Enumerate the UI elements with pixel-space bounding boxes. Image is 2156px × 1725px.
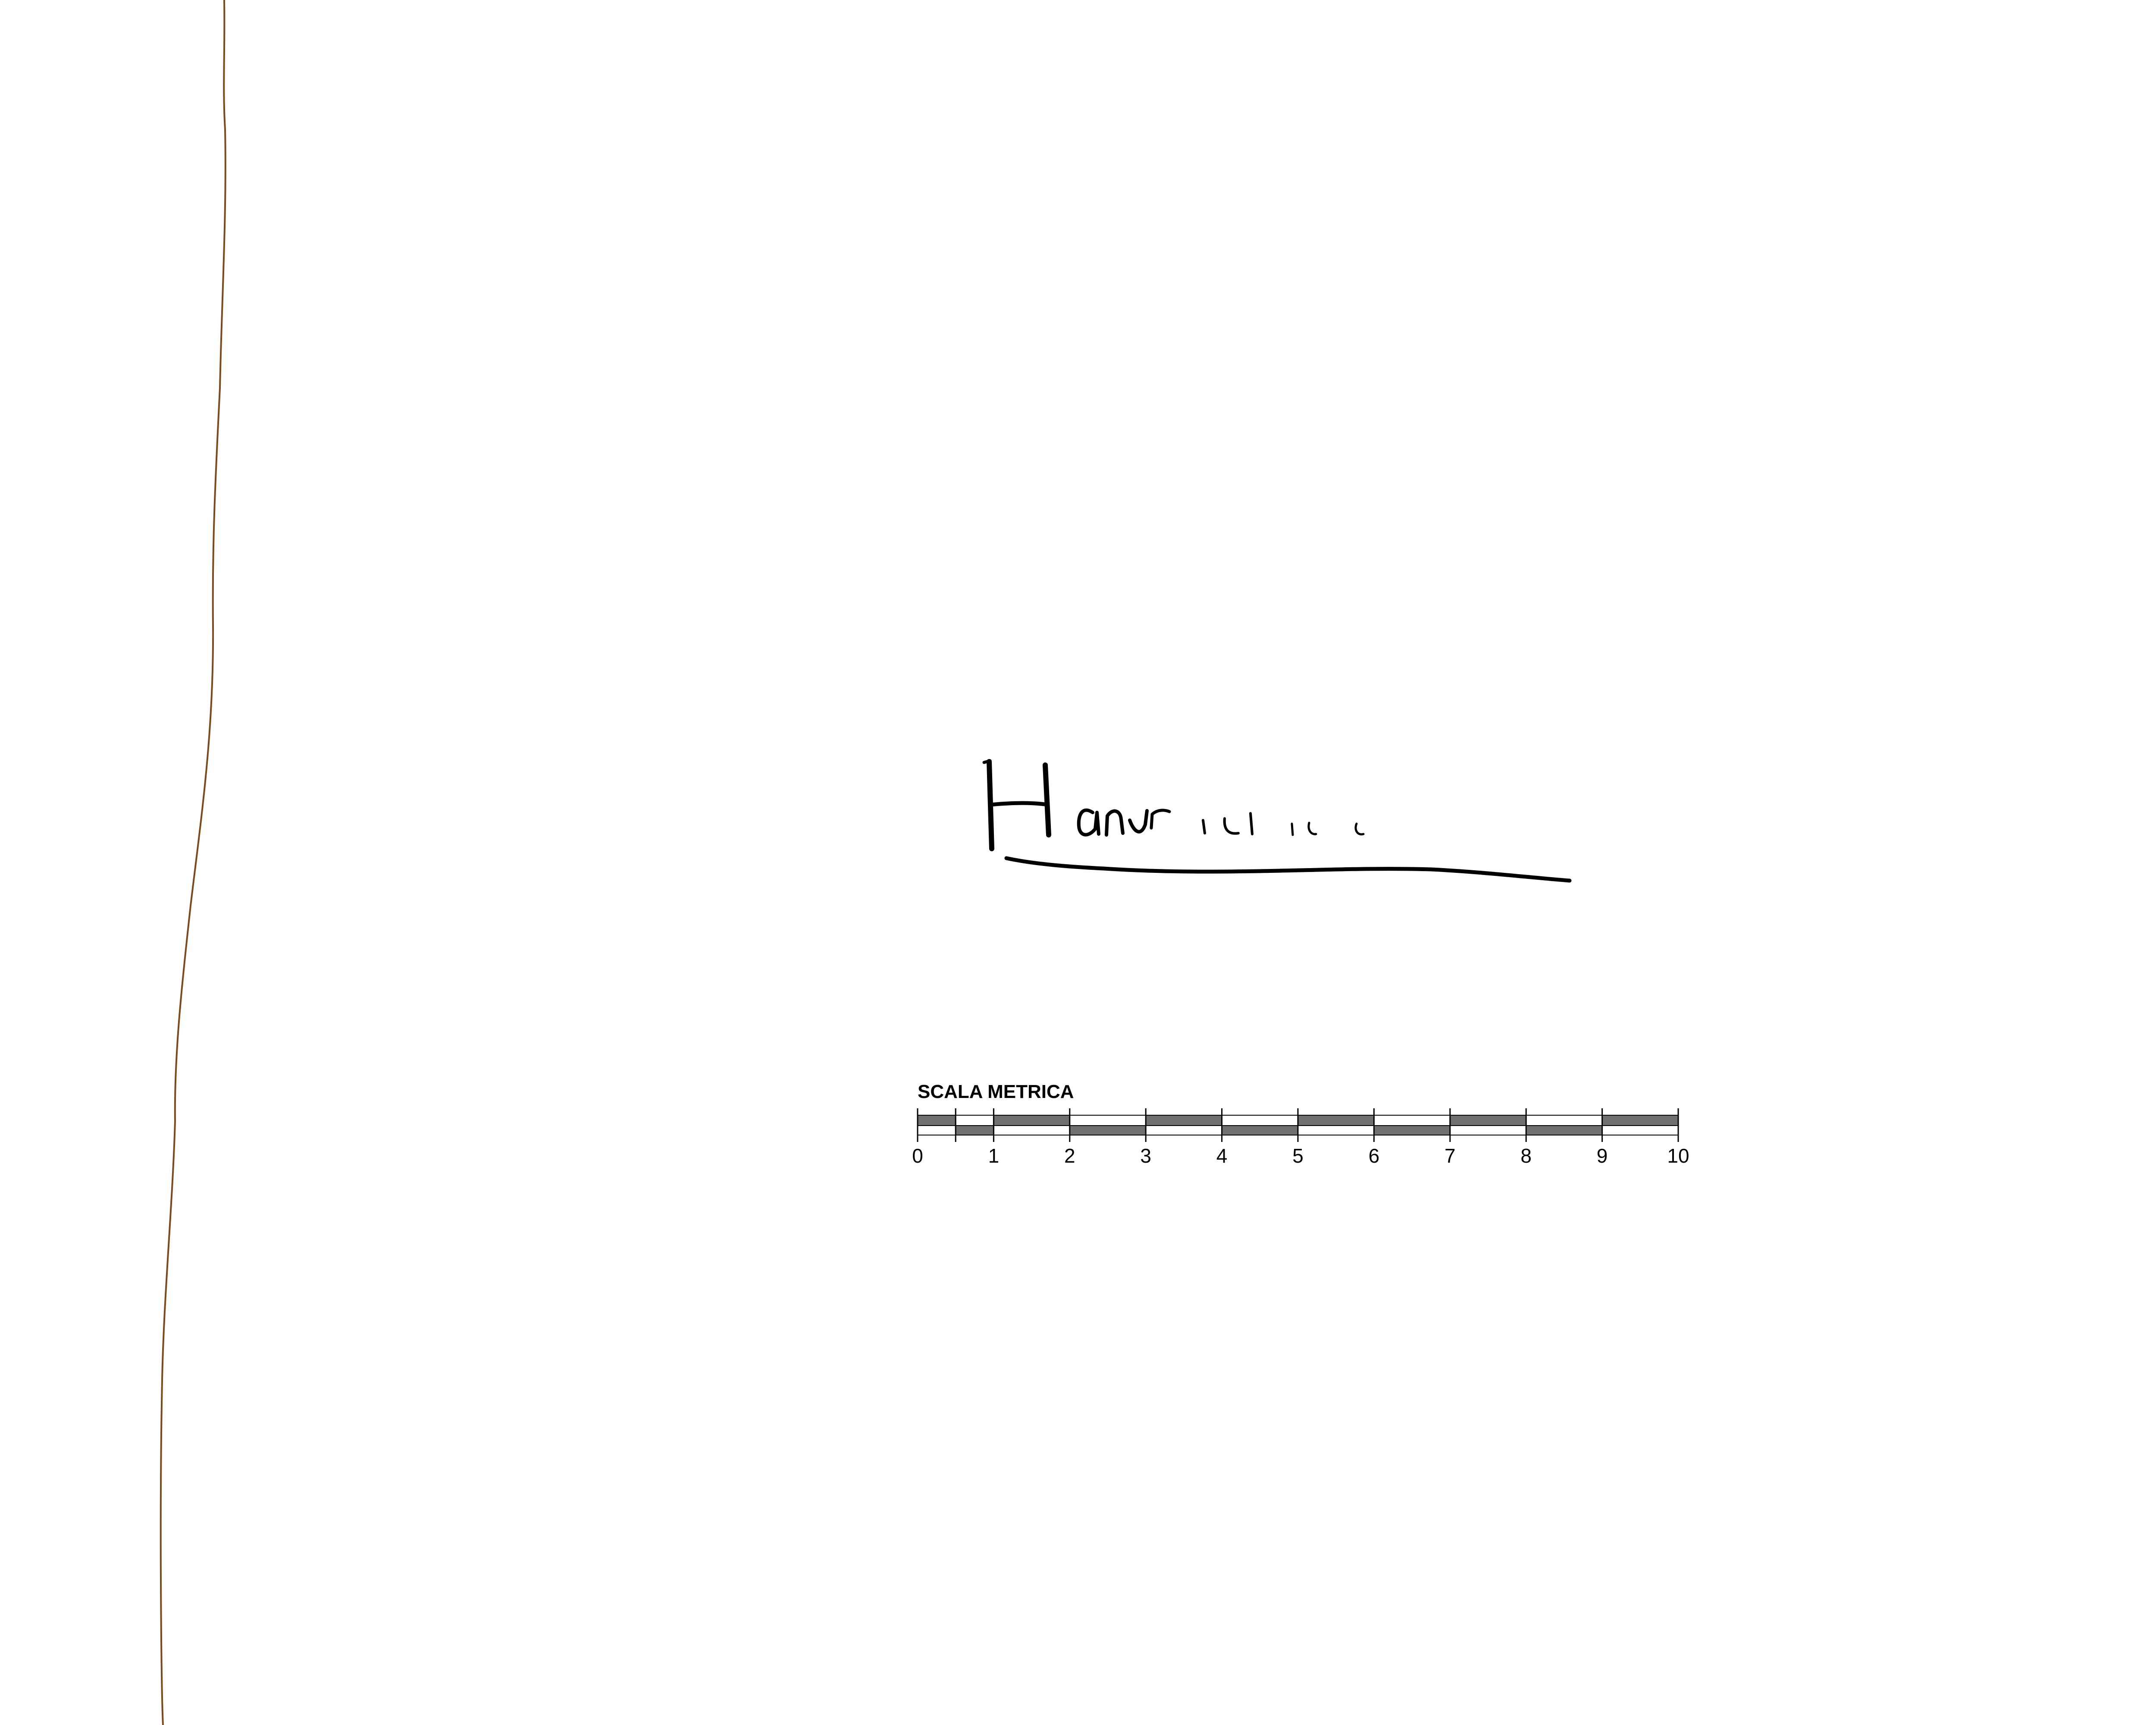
scale-bar-title: SCALA METRICA	[918, 1081, 1074, 1102]
scale-tick-label: 1	[988, 1145, 1000, 1167]
scale-bar-labels	[912, 1145, 1689, 1167]
scale-bar	[912, 1081, 1689, 1167]
scale-cell-bottom	[1374, 1126, 1450, 1135]
scale-cell-top	[956, 1115, 993, 1126]
scale-tick-label: 10	[1667, 1145, 1689, 1167]
scale-cell-bottom	[1450, 1126, 1526, 1135]
scale-tick-label: 8	[1520, 1145, 1532, 1167]
scale-cell-top	[1222, 1115, 1298, 1126]
scale-cell-top	[1070, 1115, 1146, 1126]
scale-cell-top	[1450, 1115, 1526, 1126]
scale-cell-bottom	[918, 1126, 956, 1135]
scale-tick-label: 2	[1064, 1145, 1075, 1167]
scale-cell-bottom	[1070, 1126, 1146, 1135]
scale-cell-top	[1146, 1115, 1222, 1126]
scale-cell-bottom	[1222, 1126, 1298, 1135]
scale-cell-top	[993, 1115, 1069, 1126]
scale-tick-label: 5	[1292, 1145, 1304, 1167]
scale-cell-top	[1526, 1115, 1602, 1126]
handwritten-signature	[984, 761, 1570, 881]
scale-cell-bottom	[1146, 1126, 1222, 1135]
scale-cell-top	[1602, 1115, 1678, 1126]
scale-tick-label: 9	[1596, 1145, 1608, 1167]
scale-tick-label: 3	[1140, 1145, 1151, 1167]
scale-tick-label: 7	[1445, 1145, 1456, 1167]
scale-cell-top	[1298, 1115, 1374, 1126]
scale-cell-top	[918, 1115, 956, 1126]
scale-tick-label: 6	[1368, 1145, 1380, 1167]
scale-cell-bottom	[956, 1126, 993, 1135]
scale-cell-bottom	[1602, 1126, 1678, 1135]
scale-cell-top	[1374, 1115, 1450, 1126]
scale-cell-bottom	[993, 1126, 1069, 1135]
scale-tick-label: 4	[1216, 1145, 1228, 1167]
scale-cell-bottom	[1526, 1126, 1602, 1135]
left-boundary-line	[161, 0, 226, 1725]
scale-tick-label: 0	[912, 1145, 923, 1167]
scale-cell-bottom	[1298, 1126, 1374, 1135]
